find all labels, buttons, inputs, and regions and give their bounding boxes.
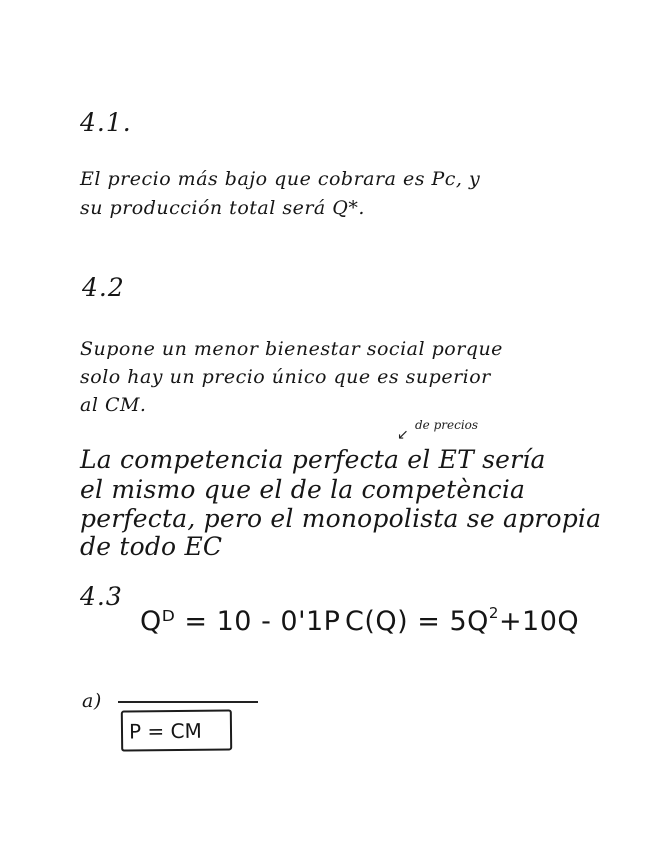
cost-formula: $C(Q) = 5Q^2+10Q$ xyxy=(345,604,580,637)
overline xyxy=(118,701,258,703)
margin-annotation: de precios xyxy=(415,418,479,432)
text-line: solo hay un precio único que es superior xyxy=(80,366,491,388)
item-label-a: a) xyxy=(82,690,102,712)
boxed-answer: P = CM xyxy=(121,709,232,751)
text-line: Supone un menor bienestar social porque xyxy=(80,338,503,360)
text-line: su producción total será Q*. xyxy=(80,197,365,219)
text-line: el mismo que el de la competència xyxy=(80,475,526,504)
text-line: de todo EC xyxy=(80,532,223,561)
section-heading-4-3: 4.3 xyxy=(80,582,123,611)
insert-arrow-icon: ↙ xyxy=(397,427,409,443)
text-line: al CM. xyxy=(80,394,147,416)
text-line: El precio más bajo que cobrara es Pc, y xyxy=(80,168,481,190)
section-heading-4-2: 4.2 xyxy=(82,273,125,302)
text-line: perfecta, pero el monopolista se apropia xyxy=(80,504,602,533)
demand-formula: Qᴰ = 10 - 0'1P xyxy=(140,606,341,637)
section-heading-4-1: 4.1. xyxy=(80,108,132,137)
text-line: La competencia perfecta el ET sería xyxy=(80,445,546,474)
